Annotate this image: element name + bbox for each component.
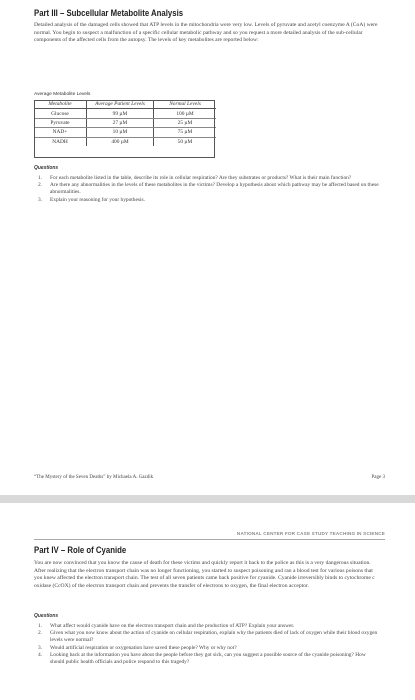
table-cell: 10 µM [87, 128, 154, 137]
questions-heading: Questions [34, 613, 59, 619]
question-number: 2. [38, 630, 43, 637]
footer-citation: “The Mystery of the Seven Deaths” by Michaela A. Gazdik [34, 475, 154, 480]
part-iv-intro: You are now convinced that you know the cause of death for these victims and quickly report it back to the police as this is a very dangerous situation. After realizing that the electron transport chain was no longer functioning, you started to suspect poisoning and ran a blood test for various poisons that you knew affected the electron transport chain. The test of all seven patients came back positive for cyanide. Cyanide irreversibly binds to cytochrome c oxidase (CcOX) of the electron transport chain and prevents the transfer of electrons to oxygen, the final electron acceptor. [34, 560, 375, 589]
table-cell: Pyruvate [34, 118, 87, 127]
table-cell: Glucose [34, 109, 87, 118]
table-cell: 99 µM [87, 109, 154, 118]
question-item [34, 630, 379, 644]
part-iii-title: Part III – Subcellular Metabolite Analysis [34, 8, 184, 19]
question-text: Would artificial respiration or oxygenation have saved these people? Why or why not? [50, 644, 237, 651]
nccstis-banner: NATIONAL CENTER FOR CASE STUDY TEACHING IN SCIENCE [236, 531, 385, 536]
table-header-patient-levels: Average Patient Levels [87, 100, 154, 109]
question-text: Explain your reasoning for your hypothesis. [50, 196, 145, 203]
questions-list [34, 175, 379, 204]
question-item [34, 197, 379, 204]
metabolite-table [34, 100, 216, 146]
table-row [34, 128, 216, 137]
question-number: 4. [38, 651, 43, 658]
page-number: Page 3 [371, 475, 385, 480]
table-cell: 75 µM [154, 128, 217, 137]
table-cell: 27 µM [87, 118, 154, 127]
question-item [34, 652, 379, 666]
part-iii-intro: Detailed analysis of the damaged cells showed that ATP levels in the mitochondria were very low. Levels of pyruvate and acetyl coenzyme A (CoA) were normal. You begin to suspect a malfunction of a specific cellular metabolic pathway and so you request a more detailed analysis of the sub-cellular components of the affected cells from the autopsy. The levels of key metabolites are reported below: [34, 22, 378, 44]
question-text: Looking back at the information you have about the people before they got sick, can you suggest a possible source of the cyanide poisoning? How should public health officials and police respond to this tragedy? [50, 651, 366, 666]
table-row [34, 137, 216, 146]
question-number: 1. [38, 175, 43, 181]
table-cell: 400 µM [87, 137, 154, 146]
table-cell: NAD+ [34, 128, 87, 137]
question-text: Are there any abnormalities in the levels of these metabolites in the victims? Develop a hypothesis about which pathway may be affected based on these abnormalities. [50, 182, 379, 196]
table-cell: NADH [34, 137, 87, 146]
question-item [34, 645, 379, 652]
question-text: What affect would cyanide have on the electron transport chain and the production of ATP? Explain your answer. [50, 623, 295, 629]
question-item [34, 182, 379, 196]
question-text: Given what you now know about the action of cyanide on cellular respiration, explain why the patients died of lack of oxygen while their blood oxygen levels were normal? [50, 630, 378, 644]
part-iv-title: Part IV – Role of Cyanide [34, 545, 127, 556]
question-number: 3. [38, 196, 43, 203]
question-number: 1. [38, 623, 43, 629]
table-cell: 25 µM [154, 118, 217, 127]
table-cell: 100 µM [154, 109, 217, 118]
table-row [34, 118, 216, 127]
table-row [34, 109, 216, 118]
question-number: 3. [38, 644, 43, 651]
document-page-4 [0, 503, 415, 700]
question-text: For each metabolite listed in the table, describe its role in cellular respiration? Are they substrates or products? What is their main function? [50, 175, 352, 181]
table-header-row [34, 100, 216, 109]
question-number: 2. [38, 182, 43, 189]
header-rule [34, 539, 385, 540]
table-cell: 50 µM [177, 138, 193, 145]
table-header-metabolite: Metabolite [34, 100, 87, 109]
table-header-normal-levels: Normal Levels [154, 100, 217, 109]
table-caption: Average Metabolite Levels [34, 92, 91, 97]
questions-list [34, 623, 379, 666]
questions-heading: Questions [34, 165, 59, 171]
